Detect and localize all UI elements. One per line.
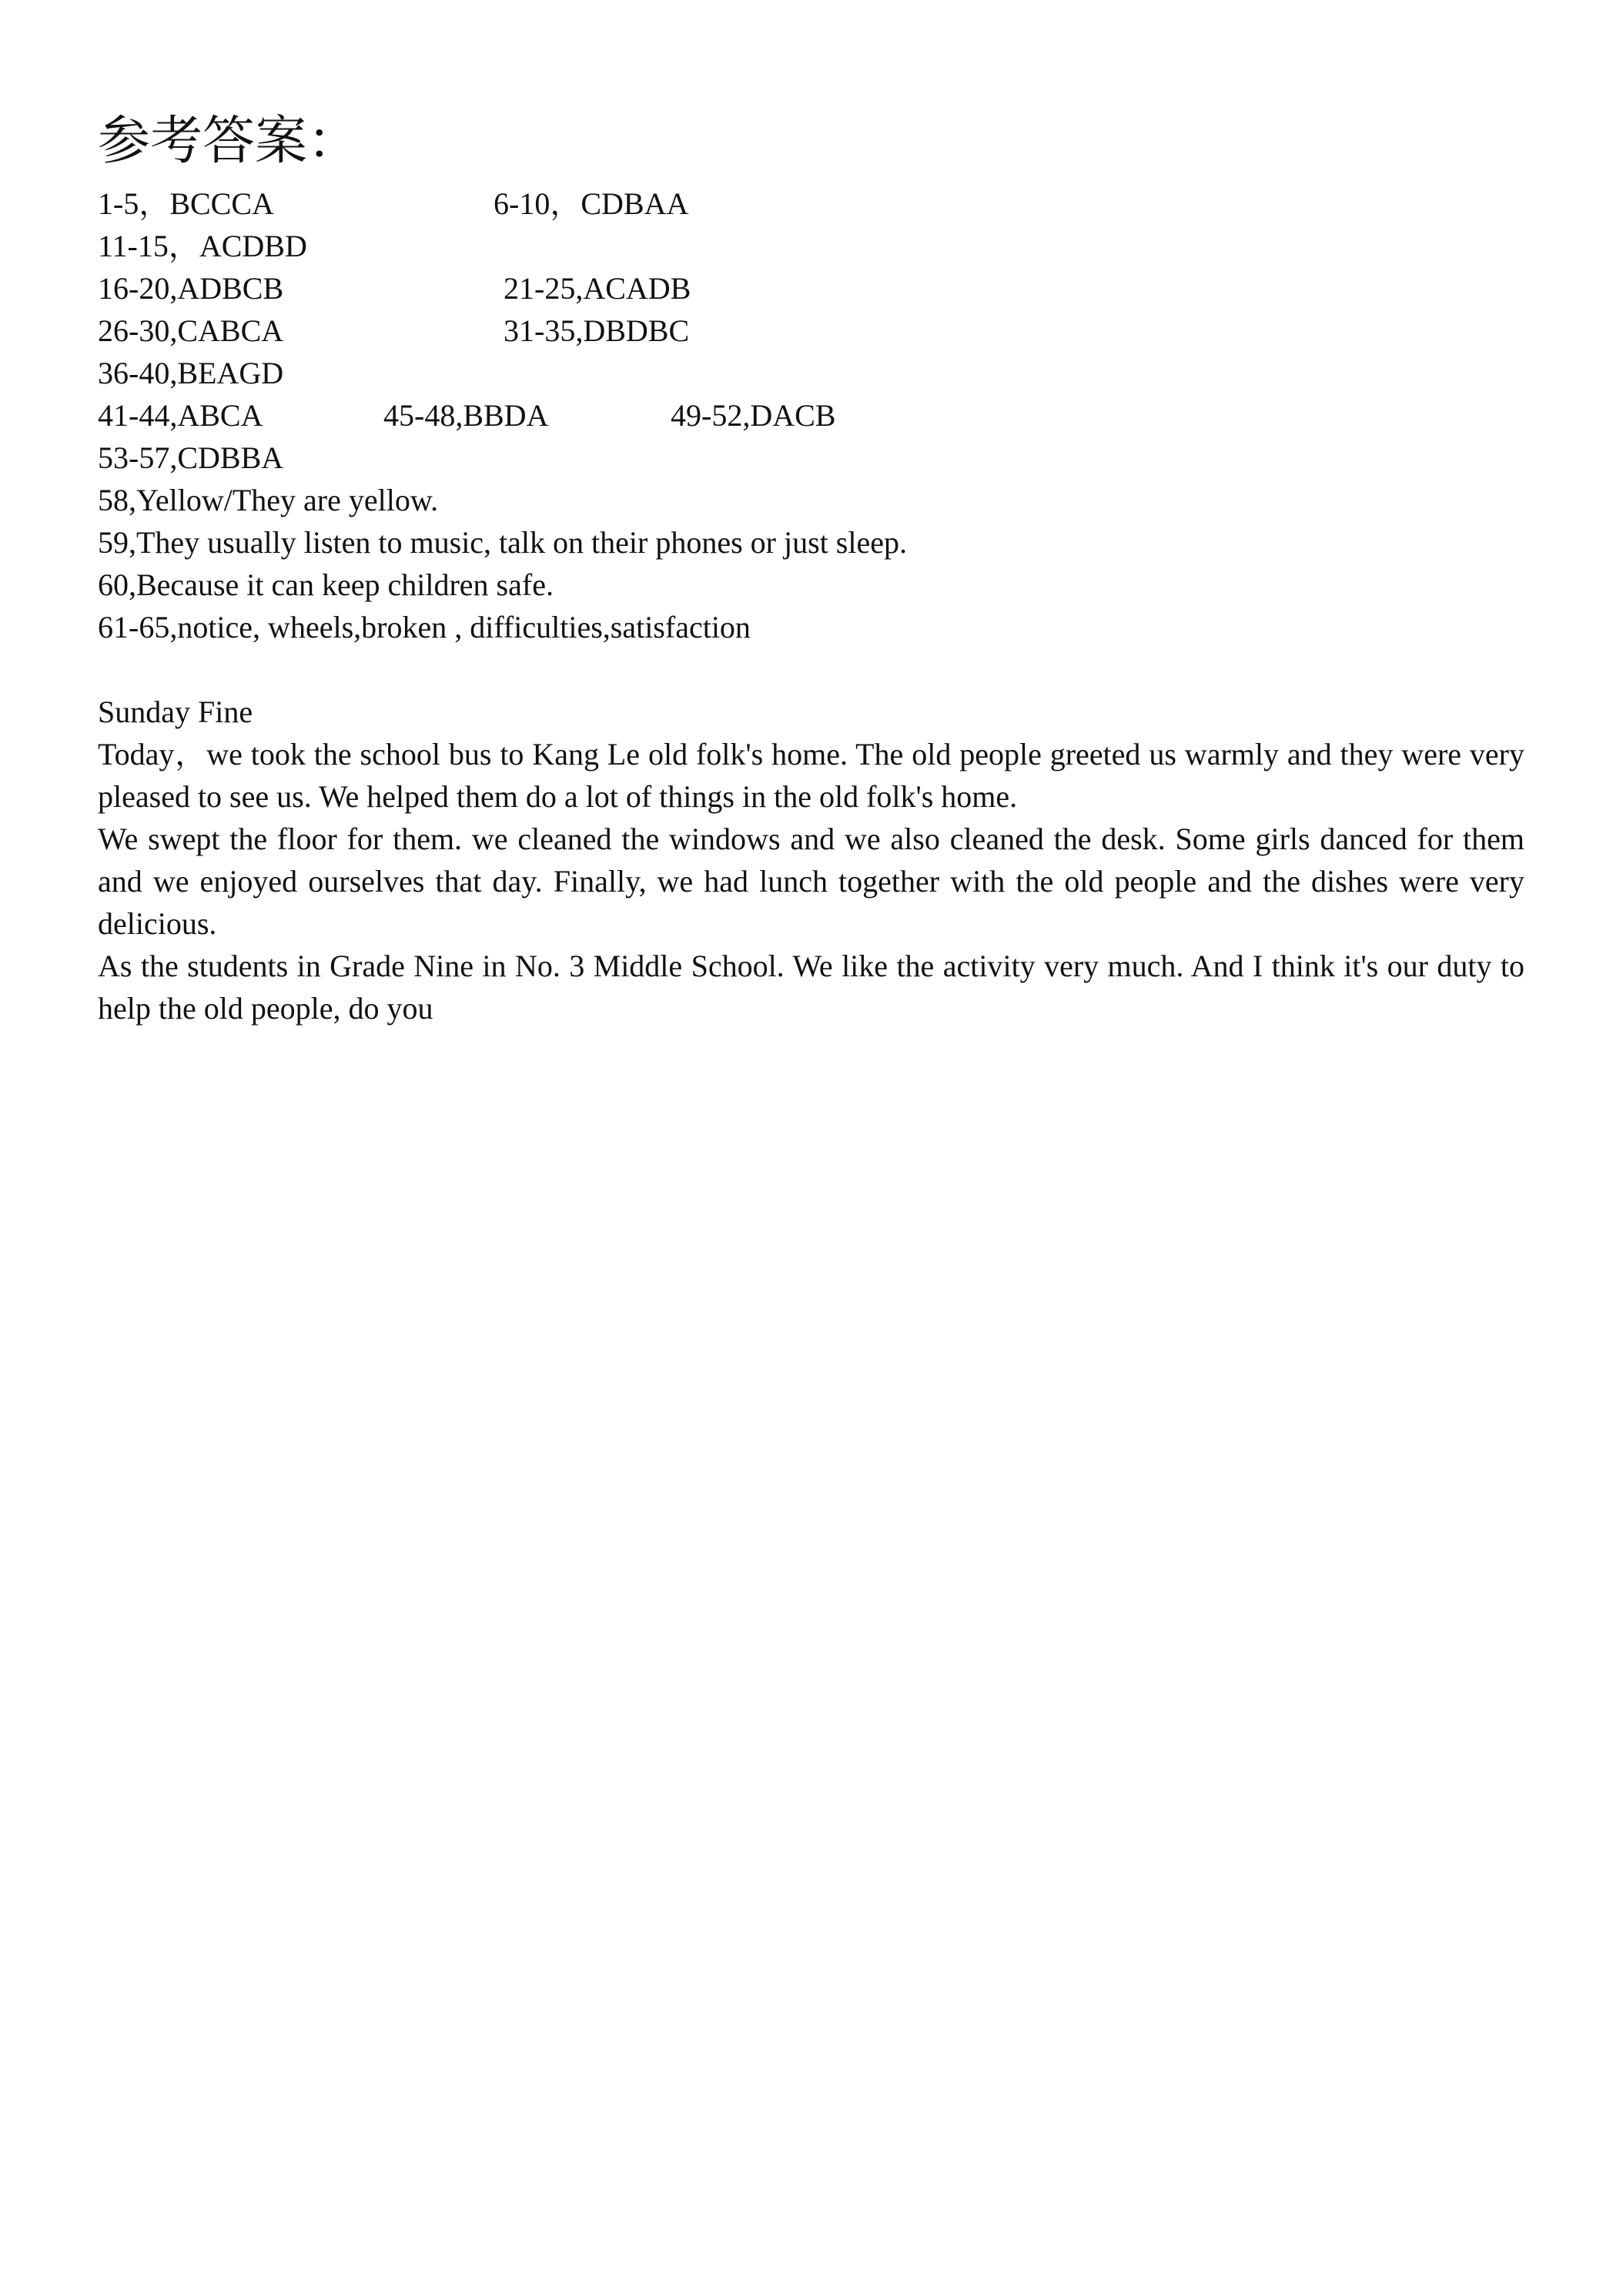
answer-range-49-52: 49-52,DACB xyxy=(671,398,836,433)
answer-range-41-44: 41-44,ABCA xyxy=(98,398,263,433)
answer-61-65: 61-65,notice, wheels,broken , difficulties,satisfaction xyxy=(98,610,751,644)
answer-range-1-5: 1-5，BCCCA xyxy=(98,186,274,221)
essay-paragraph-1: Today，we took the school bus to Kang Le old folk's home. The old people greeted us warmly and they were very pleased to see us. We helped them do a lot of things in the old folk's home. xyxy=(98,737,1524,814)
page-title: 参考答案： xyxy=(98,111,360,172)
answer-range-45-48: 45-48,BBDA xyxy=(383,398,549,433)
answer-range-26-30: 26-30,CABCA xyxy=(98,313,284,348)
answer-range-6-10: 6-10，CDBAA xyxy=(494,186,689,221)
answer-range-53-57: 53-57,CDBBA xyxy=(98,440,284,475)
answer-58: 58,Yellow/They are yellow. xyxy=(98,483,439,517)
essay-paragraph-3: As the students in Grade Nine in No. 3 Middle School. We like the activity very much. And I think it's our duty to help the old people, do you xyxy=(98,949,1524,1026)
answer-59: 59,They usually listen to music, talk on their phones or just sleep. xyxy=(98,525,907,560)
answer-range-31-35: 31-35,DBDBC xyxy=(504,313,690,348)
answer-range-16-20: 16-20,ADBCB xyxy=(98,271,284,306)
answer-60: 60,Because it can keep children safe. xyxy=(98,567,554,602)
essay-paragraph-2: We swept the floor for them. we cleaned the windows and we also cleaned the desk. Some girls danced for them and we enjoyed ourselves that day. Finally, we had lunch together with the old people and the dishes were very delicious. xyxy=(98,822,1524,941)
answer-range-11-15: 11-15，ACDBD xyxy=(98,229,307,263)
answer-range-21-25: 21-25,ACADB xyxy=(504,271,691,306)
answer-range-36-40: 36-40,BEAGD xyxy=(98,356,284,390)
essay-heading: Sunday Fine xyxy=(98,694,253,729)
